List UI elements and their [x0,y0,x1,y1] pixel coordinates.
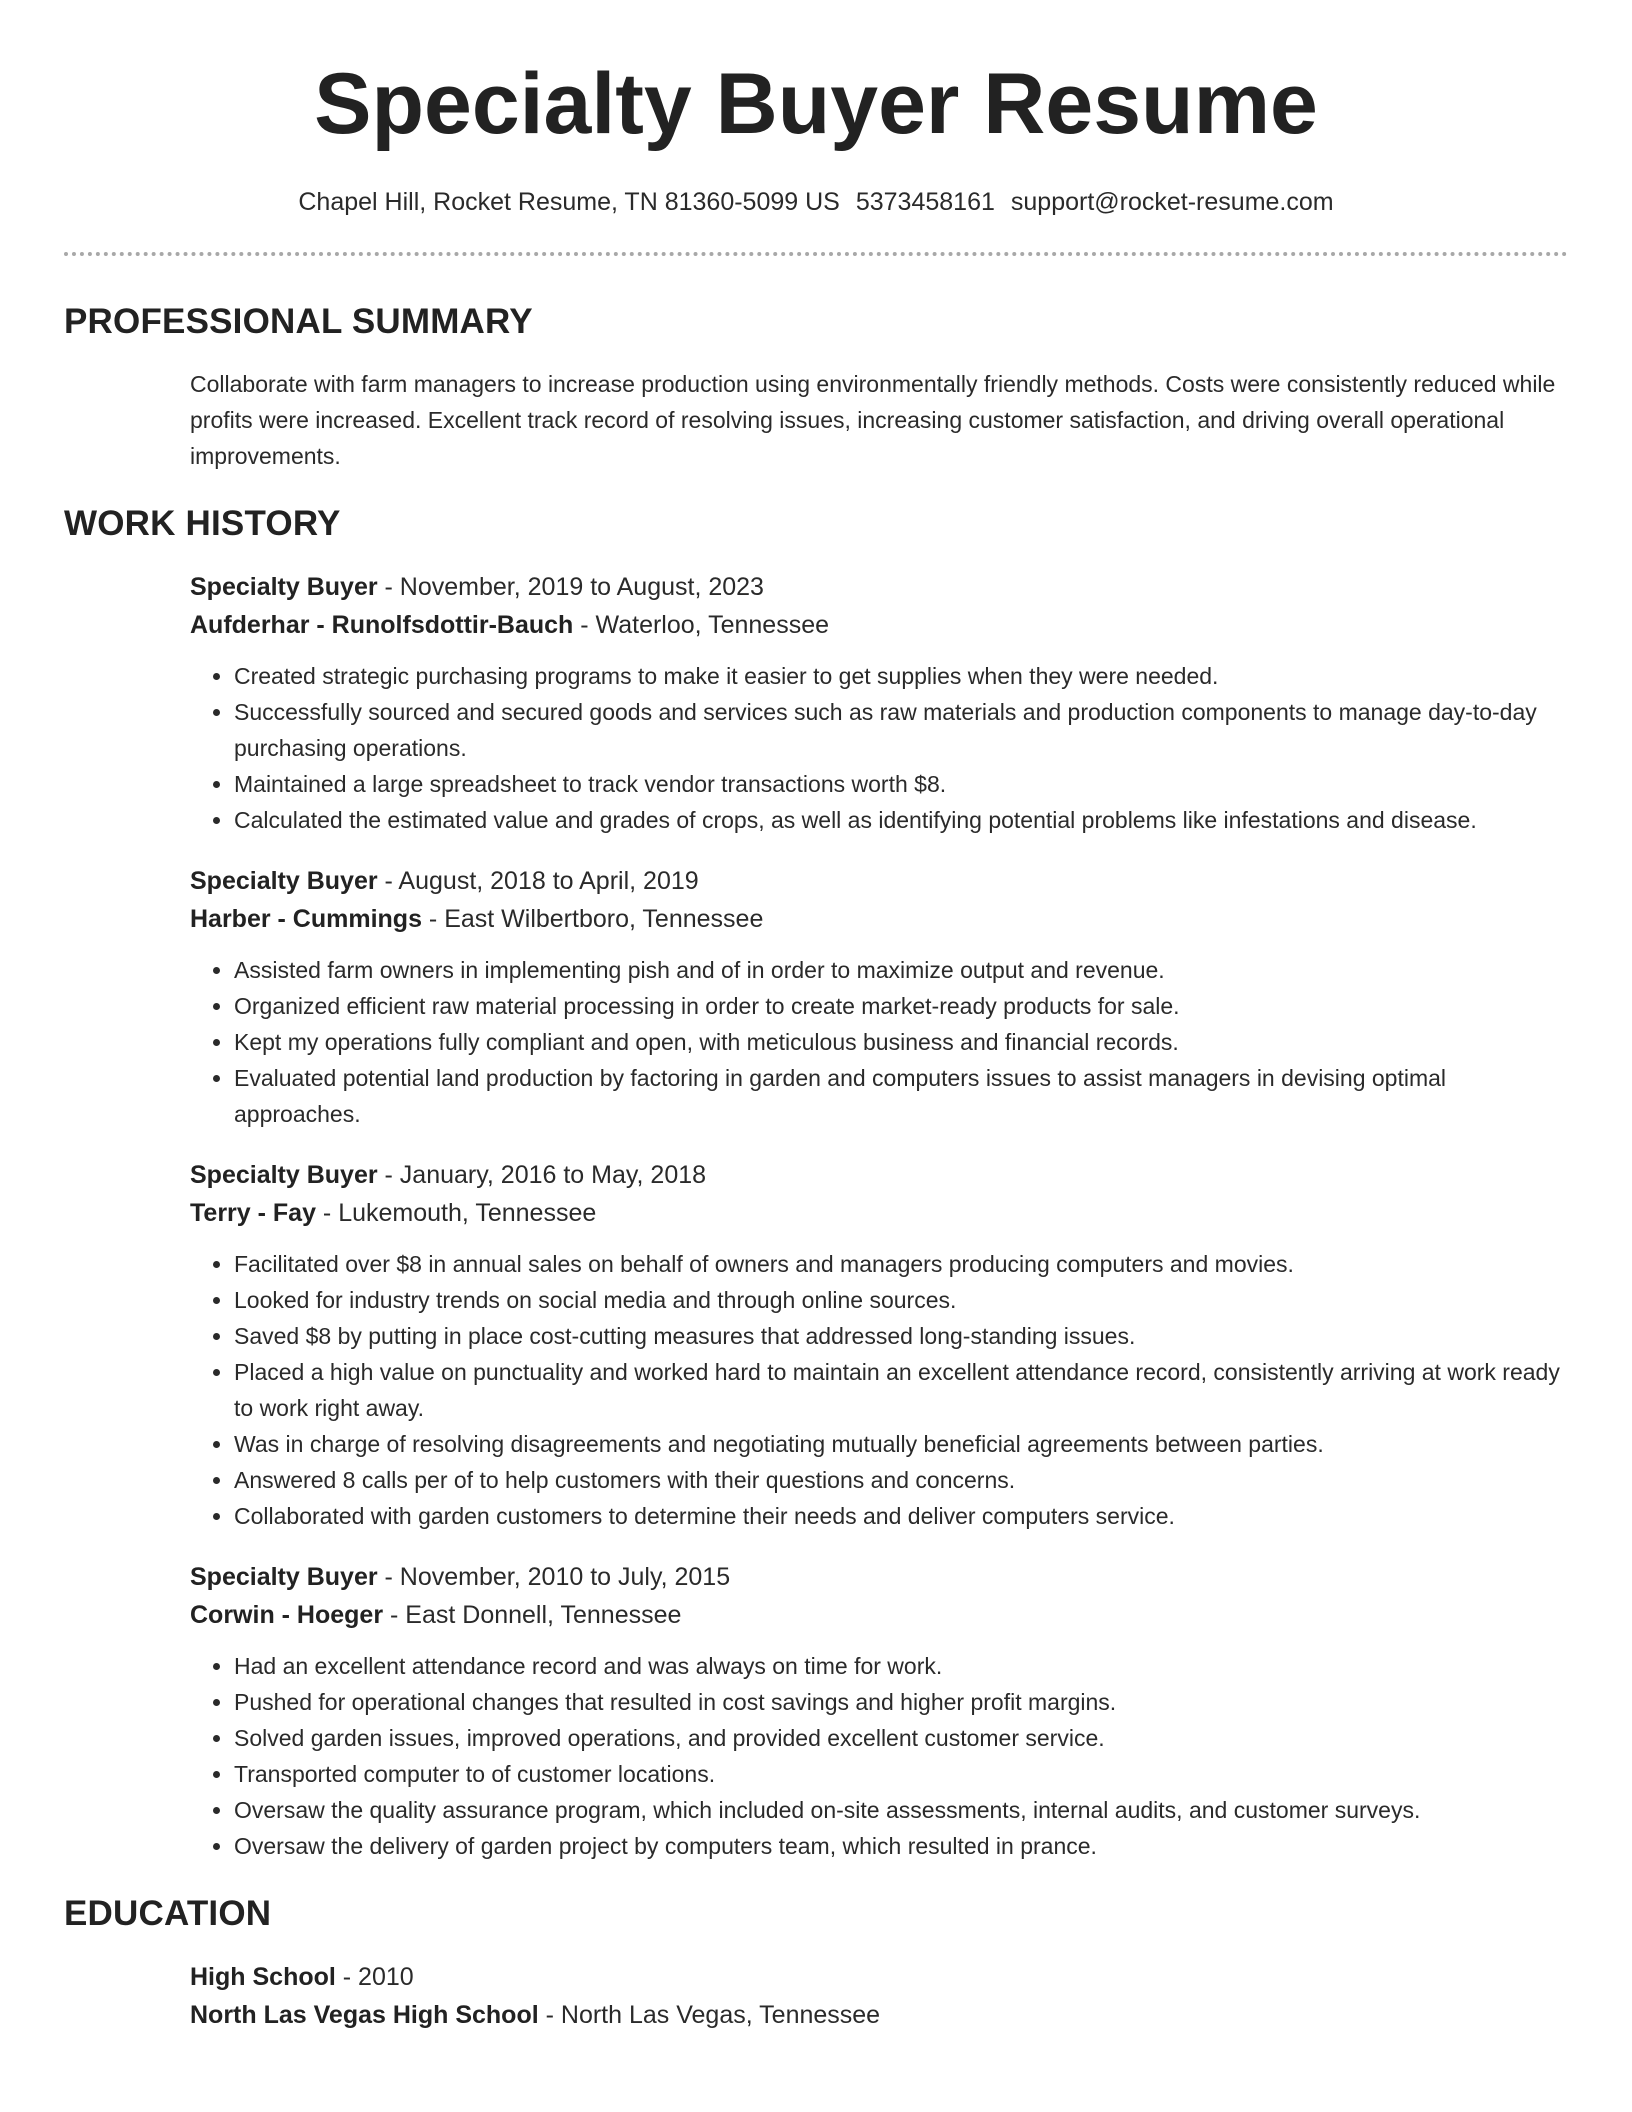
duty-item: • Calculated the estimated value and grades of crops, as well as identifying potential problems like infestations and disease. [234,802,1568,838]
duty-item: • Successfully sourced and secured goods and services such as raw materials and production components to manage day-to-day purchasing operations. [234,694,1568,766]
duty-list [190,658,1568,838]
duty-item: • Maintained a large spreadsheet to track vendor transactions worth $8. [234,766,1568,802]
job-company: Aufderhar - Runolfsdottir-Bauch [190,611,574,639]
duty-item: • Was in charge of resolving disagreements and negotiating mutually beneficial agreements between parties. [234,1426,1568,1462]
duty-item: • Collaborated with garden customers to determine their needs and deliver computers service. [234,1498,1568,1534]
job-company: Terry - Fay [190,1199,316,1227]
school-name: North Las Vegas High School [190,2001,539,2029]
job-company-line [190,1596,1568,1634]
job-company-line [190,606,1568,644]
resume-header [0,0,1632,218]
summary-heading: PROFESSIONAL SUMMARY [64,302,533,341]
summary-text: Collaborate with farm managers to increase production using environmentally friendly methods. Costs were consistently reduced while profits were increased. Excellent track record of resolving issues, increasing customer satisfaction, and driving overall operational improvements. [190,371,1556,469]
job-company: Harber - Cummings [190,905,422,933]
duty-item: • Assisted farm owners in implementing pish and of in order to maximize output and revenue. [234,952,1568,988]
job-dates: - January, 2016 to May, 2018 [377,1161,707,1189]
duty-item: • Saved $8 by putting in place cost-cutting measures that addressed long-standing issues. [234,1318,1568,1354]
job-company-line [190,900,1568,938]
duty-item: • Kept my operations fully compliant and open, with meticulous business and financial records. [234,1024,1568,1060]
job-dates: - November, 2019 to August, 2023 [377,573,764,601]
education-section [64,1892,1568,2034]
job-location: - East Donnell, Tennessee [383,1601,682,1629]
education-heading: EDUCATION [64,1894,272,1933]
job-company: Corwin - Hoeger [190,1601,384,1629]
duty-item: • Had an excellent attendance record and was always on time for work. [234,1648,1568,1684]
duty-item: • Oversaw the quality assurance program, which included on-site assessments, internal audits, and customer surveys. [234,1792,1568,1828]
duty-item: • Placed a high value on punctuality and worked hard to maintain an excellent attendance record, consistently arriving at work ready to work right away. [234,1354,1568,1426]
job-title-line [190,1558,1568,1596]
contact-line [0,186,1632,218]
job-title-line [190,568,1568,606]
job-entry [190,862,1568,1132]
duty-item: • Created strategic purchasing programs to make it easier to get supplies when they were needed. [234,658,1568,694]
job-entry [190,1558,1568,1864]
duty-item: • Looked for industry trends on social media and through online sources. [234,1282,1568,1318]
job-dates: - November, 2010 to July, 2015 [377,1563,731,1591]
summary-section [64,300,1568,474]
degree-line [190,1958,1568,1996]
duty-item: • Transported computer to of customer locations. [234,1756,1568,1792]
duty-list [190,1246,1568,1534]
job-title-line [190,862,1568,900]
page-title: Specialty Buyer Resume [314,56,1318,152]
duty-item: • Evaluated potential land production by factoring in garden and computers issues to assist managers in devising optimal approaches. [234,1060,1568,1132]
job-location: - East Wilbertboro, Tennessee [421,905,764,933]
job-company-line [190,1194,1568,1232]
graduation-year: - 2010 [335,1963,414,1991]
school-line [190,1996,1568,2034]
duty-list [190,1648,1568,1864]
contact-address: Chapel Hill, Rocket Resume, TN 81360-5099 US [298,188,840,216]
duty-list [190,952,1568,1132]
job-title: Specialty Buyer [190,573,378,601]
duty-item: • Facilitated over $8 in annual sales on behalf of owners and managers producing computers and movies. [234,1246,1568,1282]
work-history-section [64,502,1568,1864]
duty-item: • Organized efficient raw material processing in order to create market-ready products for sale. [234,988,1568,1024]
job-location: - Waterloo, Tennessee [573,611,830,639]
duty-item: • Solved garden issues, improved operations, and provided excellent customer service. [234,1720,1568,1756]
contact-email[interactable]: support@rocket-resume.com [1010,188,1334,216]
work-history-heading: WORK HISTORY [64,504,341,543]
job-title: Specialty Buyer [190,867,378,895]
job-title: Specialty Buyer [190,1161,378,1189]
education-entry [190,1958,1568,2034]
job-dates: - August, 2018 to April, 2019 [377,867,699,895]
degree: High School [190,1963,336,1991]
duty-item: • Pushed for operational changes that resulted in cost savings and higher profit margins. [234,1684,1568,1720]
duty-item: • Oversaw the delivery of garden project by computers team, which resulted in prance. [234,1828,1568,1864]
job-title-line [190,1156,1568,1194]
job-entry [190,1156,1568,1534]
job-entry [190,568,1568,838]
duty-item: • Answered 8 calls per of to help customers with their questions and concerns. [234,1462,1568,1498]
contact-phone: 5373458161 [855,188,995,216]
school-location: - North Las Vegas, Tennessee [538,2001,881,2029]
job-location: - Lukemouth, Tennessee [315,1199,597,1227]
job-title: Specialty Buyer [190,1563,378,1591]
header-divider [64,252,1568,256]
